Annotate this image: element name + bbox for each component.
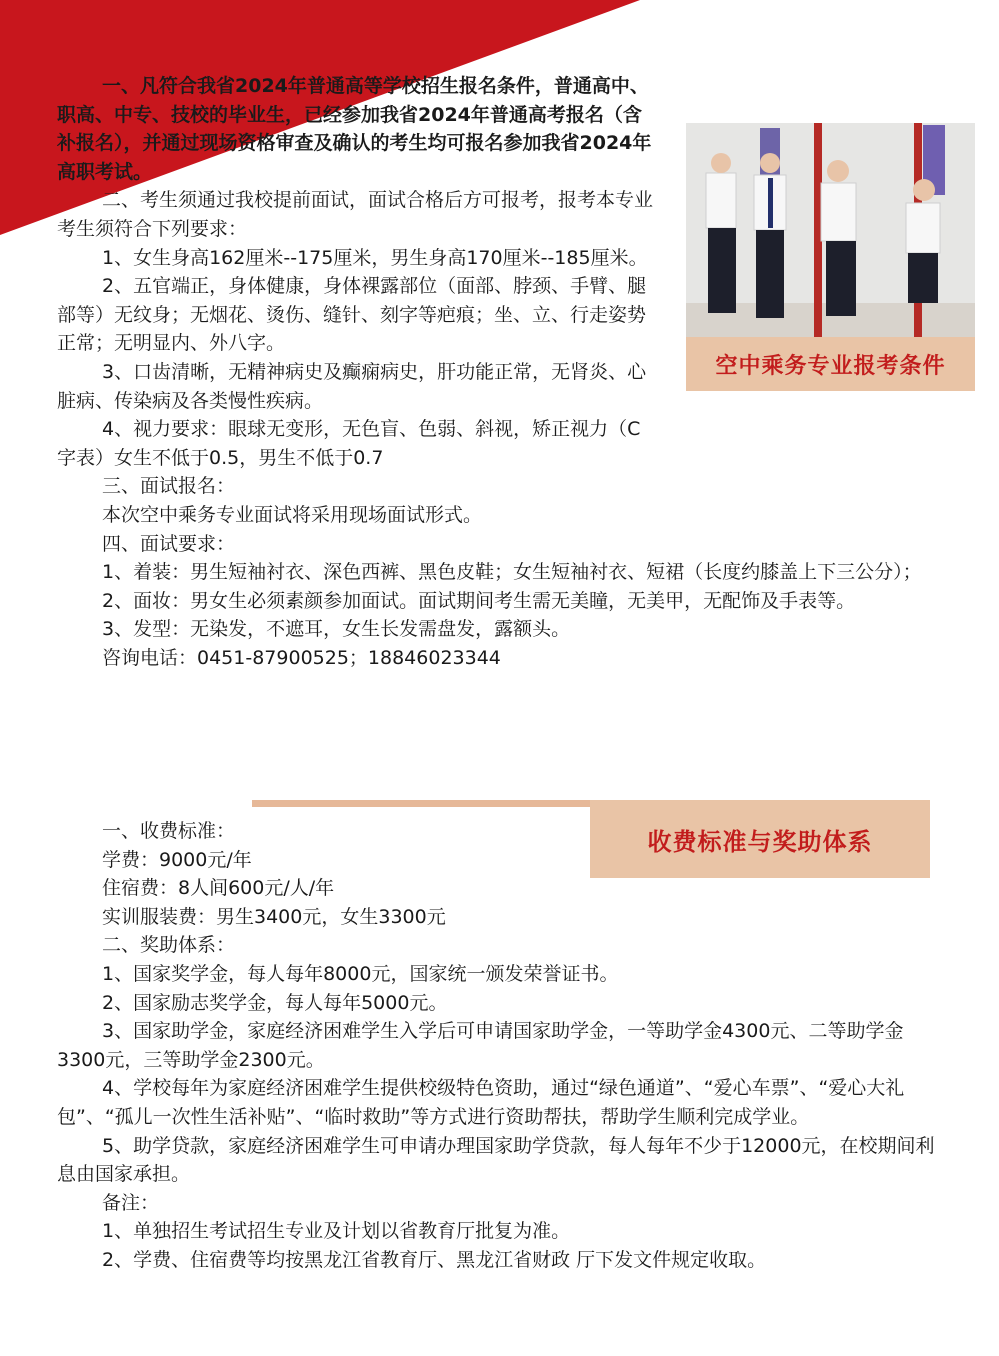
paragraph: 备注： — [102, 1191, 160, 1214]
paragraph: 1、着装：男生短袖衬衣、深色西裤、黑色皮鞋；女生短袖衬衣、短裙（长度约膝盖上下三公分）； — [102, 561, 922, 584]
paragraph: 一、凡符合我省2024年普通高等学校招生报名条件，普通高中、职高、中专、技校的毕业生，已经参加我省2024年普通高考报名（含补报名），并通过现场资格审查及确认的考生均可报名参加我省2024年高职考试。 — [57, 75, 652, 183]
paragraph: 1、国家奖学金，每人每年8000元，国家统一颁发荣誉证书。 — [102, 962, 619, 985]
paragraph: 一、收费标准： — [102, 820, 236, 842]
paragraph: 2、国家励志奖学金，每人每年5000元。 — [102, 991, 448, 1014]
paragraph: 4、视力要求：眼球无变形，无色盲、色弱、斜视，矫正视力（C字表）女生不低于0.5，男生不低于0.7 — [57, 418, 641, 469]
fees-and-aid — [57, 817, 949, 1275]
paragraph: 住宿费：8人间600元/人/年 — [102, 877, 335, 900]
fees-heading: 收费标准与奖助体系 — [590, 800, 930, 878]
paragraph: 2、学费、住宿费等均按黑龙江省教育厅、黑龙江省财政 厅下发文件规定收取。 — [102, 1248, 767, 1271]
paragraph: 3、口齿清晰，无精神病史及癫痫病史，肝功能正常，无肾炎、心脏病、传染病及各类慢性疾病。 — [57, 360, 647, 412]
paragraph: 二、考生须通过我校提前面试，面试合格后方可报考，报考本专业考生须符合下列要求： — [57, 189, 654, 240]
paragraph: 学费：9000元/年 — [102, 848, 252, 871]
admission-caption: 空中乘务专业报考条件 — [686, 337, 975, 391]
paragraph: 1、女生身高162厘米--175厘米，男生身高170厘米--185厘米。 — [102, 246, 648, 269]
height-measurement-photo — [686, 123, 975, 337]
paragraph: 3、发型：无染发，不遮耳，女生长发需盘发，露额头。 — [102, 618, 571, 641]
paragraph: 本次空中乘务专业面试将采用现场面试形式。 — [102, 503, 483, 526]
paragraph: 二、奖助体系： — [102, 934, 236, 957]
paragraph: 3、国家助学金，家庭经济困难学生入学后可申请国家助学金，一等助学金4300元、二等助学金3300元，三等助学金2300元。 — [57, 1020, 904, 1071]
paragraph: 1、单独招生考试招生专业及计划以省教育厅批复为准。 — [102, 1220, 571, 1243]
paragraph: 咨询电话：0451-87900525；18846023344 — [102, 646, 501, 669]
paragraph: 三、面试报名： — [102, 475, 236, 498]
fee-header-line — [252, 800, 612, 807]
paragraph: 2、五官端正，身体健康，身体裸露部位（面部、脖颈、手臂、腿部等）无纹身；无烟花、烫伤、缝针、刻字等疤痕；坐、立、行走姿势正常；无明显内、外八字。 — [57, 275, 647, 355]
interview-requirements — [57, 530, 949, 673]
paragraph: 5、助学贷款，家庭经济困难学生可申请办理国家助学贷款，每人每年不少于12000元，在校期间利息由国家承担。 — [57, 1134, 935, 1186]
paragraph: 四、面试要求： — [102, 532, 236, 555]
paragraph: 2、面妆：男女生必须素颜参加面试。面试期间考生需无美瞳，无美甲，无配饰及手表等。 — [102, 589, 856, 612]
paragraph: 实训服装费：男生3400元，女生3300元 — [102, 905, 446, 928]
paragraph: 4、学校每年为家庭经济困难学生提供校级特色资助，通过“绿色通道”、“爱心车票”、“爱心大礼包”、“孤儿一次性生活补贴”、“临时救助”等方式进行资助帮扶，帮助学生顺利完成学业。 — [57, 1077, 905, 1128]
